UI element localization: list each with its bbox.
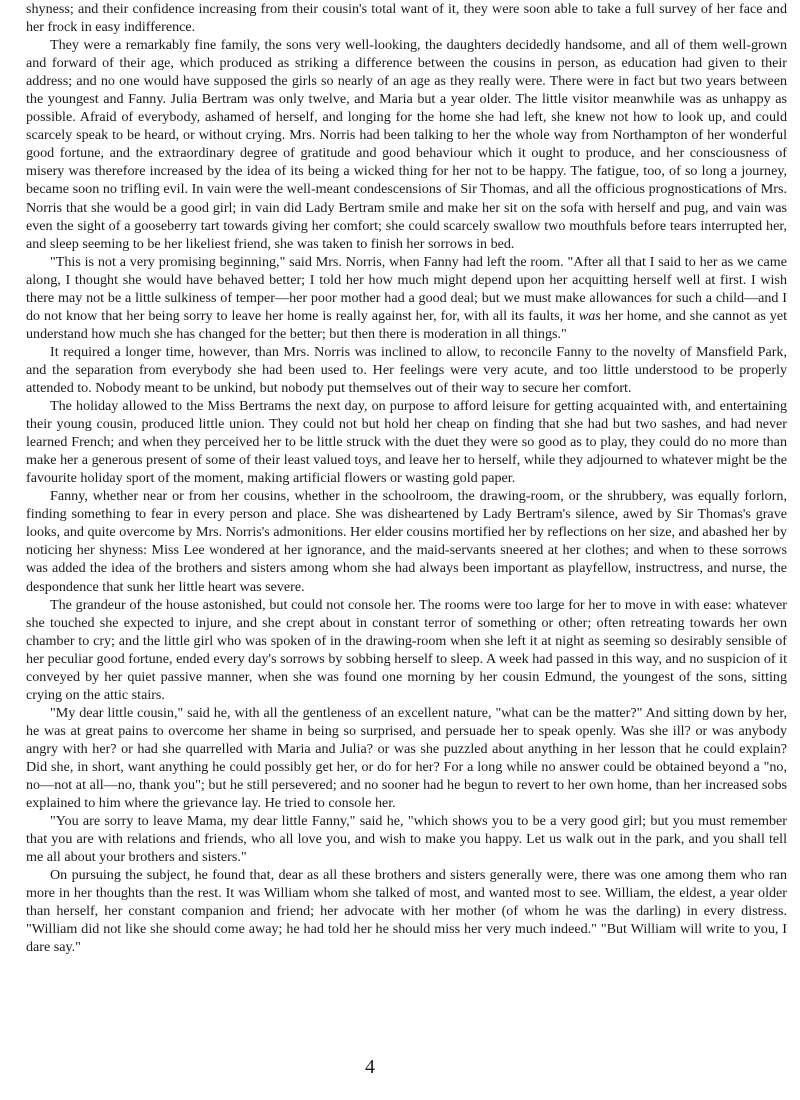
italic-text: was — [578, 307, 601, 324]
text-run: "You are sorry to leave Mama, my dear little Fanny," said he, "which shows you to be a very good girl; but you must remember that you are with relations and friends, who all love you, and wish to make you happy. Let us walk out in the park, and you shall tell me all about your brothers and sisters." — [26, 813, 787, 866]
text-run: They were a remarkably fine family, the sons very well-looking, the daughters decidedly handsome, and all of them well-grown and forward of their age, which produced as striking a difference between the cousins in person, as education had given to their address; and no one would have supposed the girls so nearly of an age as they really were. There were in fact but two years between the youngest and Fanny. Julia Bertram was only twelve, and Maria but a year older. The little visitor meanwhile was as unhappy as possible. Afraid of everybody, ashamed of herself, and longing for the home she had left, she knew not how to look up, and could scarcely speak to be heard, or without crying. Mrs. Norris had been talking to her the whole way from Northampton of her wonderful good fortune, and the extraordinary degree of gratitude and good behaviour which it ought to produce, and her consciousness of misery was therefore increased by the idea of its being a wicked thing for her not to be happy. The fatigue, too, of so long a journey, became soon no trifling evil. In vain were the well-meant condescensions of Sir Thomas, and all the officious prognostications of Mrs. Norris that she would be a good girl; in vain did Lady Bertram smile and make her sit on the sofa with herself and pug, and vain was even the sight of a gooseberry tart towards giving her comfort; she could scarcely swallow two mouthfuls before tears interrupted her, and sleep seeming to be her likeliest friend, she was taken to finish her sorrows in bed. — [26, 37, 787, 252]
paragraph — [26, 487, 787, 595]
text-run: her home, and she cannot as yet understand how much she has changed for the better; but then there is moderation in all things." — [26, 307, 787, 342]
text-run: shyness; and their confidence increasing from their cousin's total want of it, they were soon able to take a full survey of her face and her frock in easy indifference. — [26, 1, 787, 36]
paragraph — [26, 596, 787, 704]
paragraph — [26, 253, 787, 343]
paragraph — [26, 397, 787, 487]
paragraph — [26, 0, 787, 36]
text-run: The grandeur of the house astonished, but could not console her. The rooms were too large for her to move in with ease: whatever she touched she expected to injure, and she crept about in constant terror of something or other; often retreating towards her own chamber to cry; and the little girl who was spoken of in the drawing-room when she left it at night as seeming so desirably sensible of her peculiar good fortune, ended every day's sorrows by sobbing herself to sleep. A week had passed in this way, and no suspicion of it conveyed by her quiet passive manner, when she was found one morning by her cousin Edmund, the youngest of the sons, sitting crying on the attic stairs. — [26, 596, 787, 703]
page-body — [26, 0, 787, 956]
text-run: Fanny, whether near or from her cousins, whether in the schoolroom, the drawing-room, or the shrubbery, was equally forlorn, finding something to fear in every person and place. She was disheartened by Lady Bertram's silence, awed by Sir Thomas's grave looks, and quite overcome by Mrs. Norris's admonitions. Her elder cousins mortified her by reflections on her size, and abashed her by noticing her shyness: Miss Lee wondered at her ignorance, and the maid-servants sneered at her clothes; and when to these sorrows was added the idea of the brothers and sisters among whom she had always been important as playfellow, instructress, and nurse, the despondence that sunk her little heart was severe. — [26, 488, 787, 595]
paragraph — [26, 866, 787, 956]
paragraph — [26, 812, 787, 866]
text-run: The holiday allowed to the Miss Bertrams the next day, on purpose to afford leisure for getting acquainted with, and entertaining their young cousin, produced little union. They could not but hold her cheap on finding that she had but two sashes, and had never learned French; and when they perceived her to be little struck with the duet they were so good as to play, they could do no more than make her a generous present of some of their least valued toys, and leave her to herself, while they adjourned to whatever might be the favourite holiday sport of the moment, making artificial flowers or wasting gold paper. — [26, 398, 787, 487]
paragraph — [26, 704, 787, 812]
text-run: "My dear little cousin," said he, with all the gentleness of an excellent nature, "what can be the matter?" And sitting down by her, he was at great pains to overcome her shame in being so surprised, and persuade her to speak openly. Was she ill? or was anybody angry with her? or had she quarrelled with Maria and Julia? or was she puzzled about anything in her lesson that he could explain? Did she, in short, want anything he could possibly get her, or do for her? For a long while no answer could be obtained beyond a "no, no—not at all—no, thank you"; but he still persevered; and no sooner had he begun to revert to her own home, than her increased sobs explained to him where the grievance lay. He tried to console her. — [26, 704, 787, 812]
paragraph — [26, 343, 787, 397]
text-run: On pursuing the subject, he found that, dear as all these brothers and sisters generally were, there was one among them who ran more in her thoughts than the rest. It was William whom she talked of most, and wanted most to see. William, the eldest, a year older than herself, her constant companion and friend; her advocate with her mother (of whom he was the darling) in every distress. "William did not like she should come away; he had told her he should miss her very much indeed." "But William will write to you, I dare say." — [26, 867, 787, 956]
page-number: 4 — [365, 1056, 375, 1078]
text-run: "This is not a very promising beginning," said Mrs. Norris, when Fanny had left the room. "After all that I said to her as we came along, I thought she would have behaved better; I told her how much might depend upon her acquitting herself well at first. I wish there may not be a little sulkiness of temper—her poor mother had a good deal; but we must make allowances for such a child—and I do not know that her being sorry to leave her home is really against her, for, with all its faults, it — [26, 253, 787, 324]
text-run: It required a longer time, however, than Mrs. Norris was inclined to allow, to reconcile Fanny to the novelty of Mansfield Park, and the separation from everybody she had been used to. Her feelings were very acute, and too little understood to be properly attended to. Nobody meant to be unkind, but nobody put themselves out of their way to secure her comfort. — [26, 343, 787, 396]
paragraph — [26, 36, 787, 253]
